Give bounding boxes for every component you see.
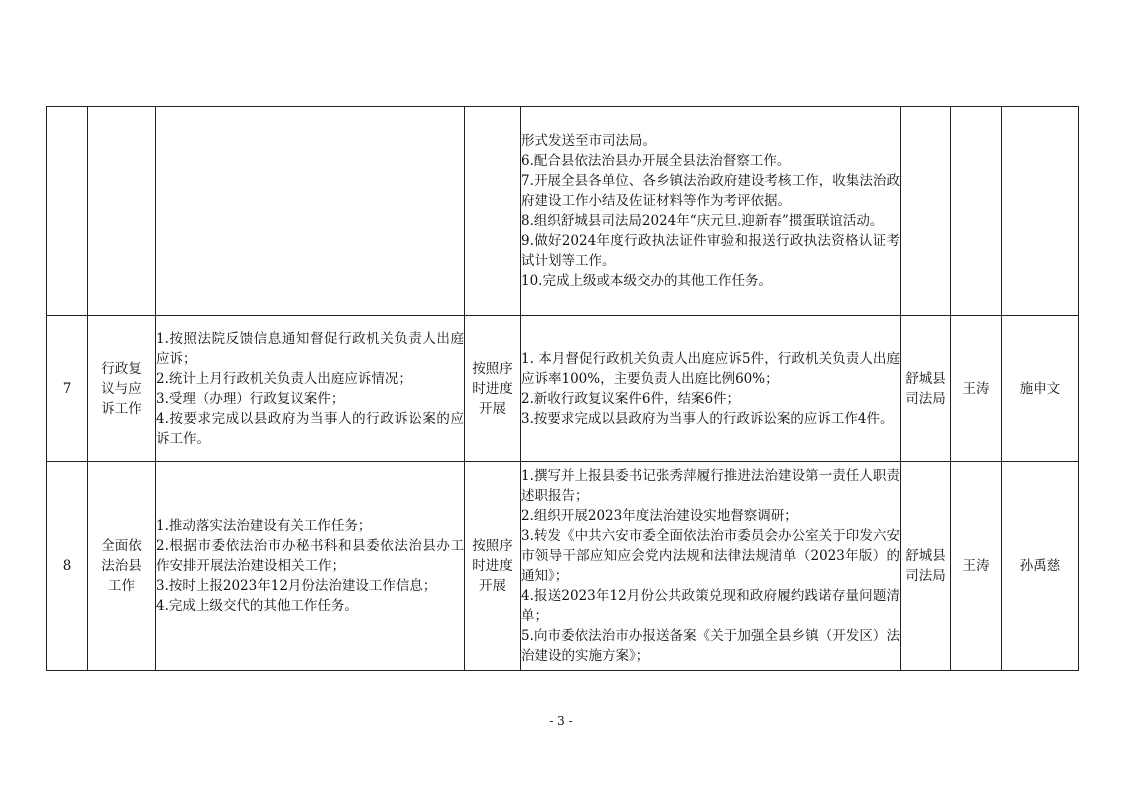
- progress-line: 1. 本月督促行政机关负责人出庭应诉5件，行政机关负责人出庭应诉率100%，主要负责人出庭比例60%；: [521, 350, 900, 387]
- cell-tasks: [156, 462, 465, 671]
- cell-unit: [901, 316, 951, 462]
- progress-line: 3.按要求完成以县政府为当事人的行政诉讼案的应诉工作4件。: [521, 410, 894, 427]
- task-line: 4.完成上级交代的其他工作任务。: [156, 598, 358, 614]
- task-line: 2.根据市委依法治市办秘书科和县委依法治县办工作安排开展法治建设相关工作；: [156, 538, 464, 574]
- progress-line: 5.向市委依法治市办报送备案《关于加强全县乡镇（开发区）法治建设的实施方案》；: [521, 628, 900, 664]
- cell-responsible-empty: [1002, 107, 1079, 316]
- cell-no: 7: [47, 316, 88, 462]
- cell-unit-empty: [901, 107, 951, 316]
- progress-line: 4.报送2023年12月份公共政策兑现和政府履约践诺存量问题清单；: [521, 588, 900, 624]
- cell-mode-empty: [465, 107, 521, 316]
- cell-category: [88, 316, 156, 462]
- category-text: 行政复议与应诉工作: [101, 360, 142, 417]
- progress-line: 10.完成上级或本级交办的其他工作任务。: [521, 273, 772, 289]
- task-line: 2.统计上月行政机关负责人出庭应诉情况；: [156, 370, 412, 387]
- mode-text: 按照序时进度开展: [472, 538, 513, 594]
- table-row-continued: [47, 107, 1079, 316]
- unit-text: 舒城县司法局: [905, 370, 946, 407]
- task-line: 3.按时上报2023年12月份法治建设工作信息；: [156, 578, 437, 594]
- task-line: 1.按照法院反馈信息通知督促行政机关负责人出庭应诉；: [156, 330, 464, 367]
- unit-text: 舒城县司法局: [905, 548, 946, 584]
- cell-category-empty: [88, 107, 156, 316]
- cell-progress: [521, 316, 901, 462]
- progress-line: 1.撰写并上报县委书记张秀萍履行推进法治建设第一责任人职责述职报告；: [521, 468, 900, 504]
- cell-leader: 王涛: [951, 462, 1002, 671]
- cell-no-empty: [47, 107, 88, 316]
- progress-line: 3.转发《中共六安市委全面依法治市委员会办公室关于印发六安市领导干部应知应会党内法规和法律法规清单（2023年版）的通知》；: [521, 528, 900, 584]
- progress-line: 形式发送至市司法局。: [521, 133, 656, 149]
- cell-no: 8: [47, 462, 88, 671]
- task-line: 3.受理（办理）行政复议案件；: [156, 390, 345, 407]
- cell-mode: [465, 316, 521, 462]
- work-plan-table: [46, 106, 1079, 671]
- category-text: 全面依法治县工作: [101, 538, 142, 594]
- progress-line: 2.组织开展2023年度法治建设实地督察调研；: [521, 508, 798, 524]
- progress-line: 7.开展全县各单位、各乡镇法治政府建设考核工作，收集法治政府建设工作小结及佐证材料等作为考评依据。: [521, 173, 900, 209]
- cell-progress-continued: [521, 107, 901, 316]
- cell-responsible: 孙禹慈: [1002, 462, 1079, 671]
- cell-leader-empty: [951, 107, 1002, 316]
- progress-line: 9.做好2024年度行政执法证件审验和报送行政执法资格认证考试计划等工作。: [521, 233, 900, 269]
- cell-responsible: 施申文: [1002, 316, 1079, 462]
- cell-tasks-empty: [156, 107, 465, 316]
- table-row: [47, 316, 1079, 462]
- page-number: - 3 -: [549, 714, 573, 728]
- cell-category: [88, 462, 156, 671]
- task-line: 4.按要求完成以县政府为当事人的行政诉讼案的应诉工作。: [156, 410, 464, 447]
- cell-tasks: [156, 316, 465, 462]
- cell-mode: [465, 462, 521, 671]
- mode-text: 按照序时进度开展: [472, 360, 513, 417]
- cell-progress: [521, 462, 901, 671]
- progress-line: 2.新收行政复议案件6件，结案6件；: [521, 390, 741, 407]
- table-row: [47, 462, 1079, 671]
- cell-unit: [901, 462, 951, 671]
- cell-leader: 王涛: [951, 316, 1002, 462]
- progress-line: 6.配合县依法治县办开展全县法治督察工作。: [521, 153, 791, 169]
- task-line: 1.推动落实法治建设有关工作任务；: [156, 518, 372, 534]
- progress-line: 8.组织舒城县司法局2024年“庆元旦.迎新春”掼蛋联谊活动。: [521, 213, 884, 229]
